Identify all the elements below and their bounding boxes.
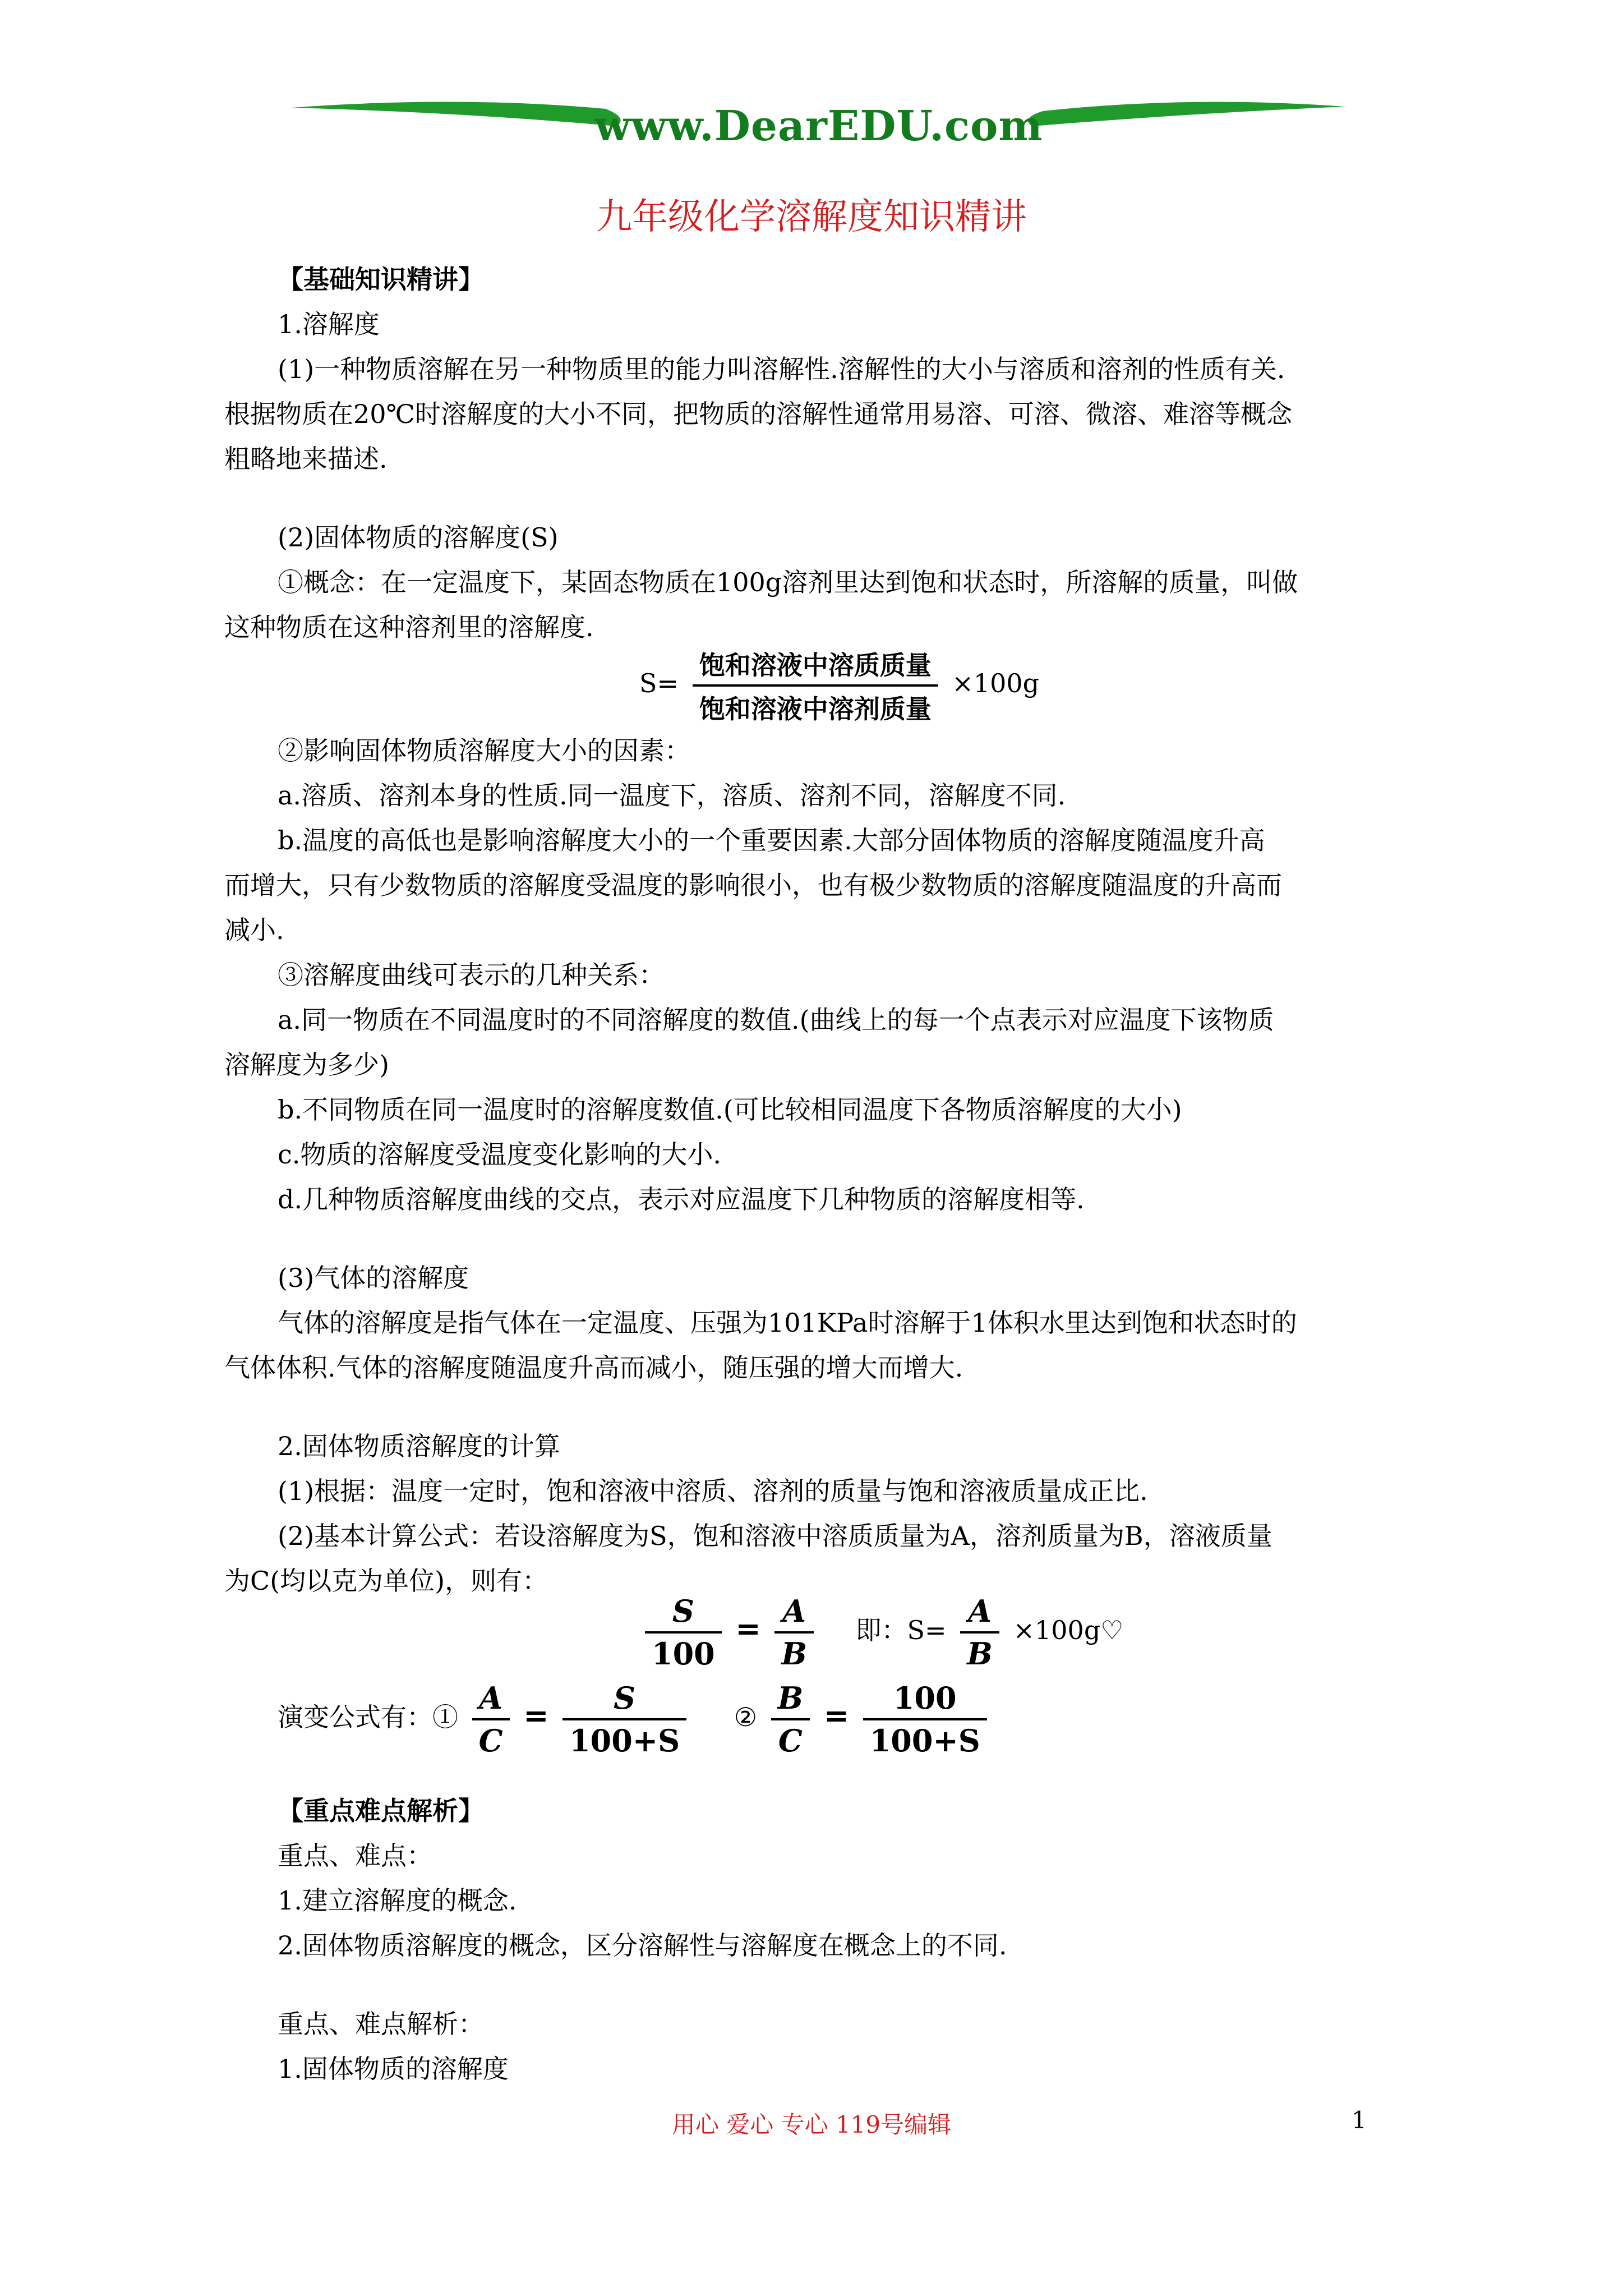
- fraction-denominator: 饱和溶液中溶剂质量: [699, 694, 932, 724]
- formula-fraction: [771, 1680, 810, 1759]
- formula-fraction: [645, 1593, 722, 1672]
- fraction-numerator: A: [960, 1593, 999, 1634]
- text-line: ①概念：在一定温度下，某固态物质在100g溶剂里达到饱和状态时，所溶解的质量，叫做: [278, 567, 1298, 597]
- formula-lhs: S=: [639, 668, 679, 698]
- text-line: 1.建立溶解度的概念.: [278, 1885, 517, 1916]
- text-line: ③溶解度曲线可表示的几种关系：: [278, 960, 665, 990]
- text-line: b.温度的高低也是影响溶解度大小的一个重要因素.大部分固体物质的溶解度随温度升高: [278, 825, 1265, 855]
- fraction-numerator: S: [645, 1593, 722, 1634]
- fraction-denominator: 100: [652, 1636, 715, 1672]
- text-line: 溶解度为多少): [224, 1050, 389, 1080]
- text-line: c.物质的溶解度受温度变化影响的大小.: [278, 1139, 722, 1170]
- text-line: (2)固体物质的溶解度(S): [278, 522, 559, 553]
- fraction-denominator: B: [967, 1636, 993, 1672]
- text-line: 1.溶解度: [278, 309, 380, 339]
- section-heading: 【重点难点解析】: [278, 1796, 484, 1826]
- text-line: a.溶质、溶剂本身的性质.同一温度下，溶质、溶剂不同，溶解度不同.: [278, 780, 1066, 811]
- fraction-numerator: 100: [863, 1680, 987, 1720]
- text-line: 气体的溶解度是指气体在一定温度、压强为101KPa时溶解于1体积水里达到饱和状态时的: [278, 1308, 1297, 1338]
- text-line: b.不同物质在同一温度时的溶解度数值.(可比较相同温度下各物质溶解度的大小): [278, 1094, 1182, 1125]
- text-line: 根据物质在20℃时溶解度的大小不同，把物质的溶解性通常用易溶、可溶、微溶、难溶等概念: [224, 399, 1292, 429]
- formula-fraction: [693, 645, 938, 726]
- formula-rhs: ×100g: [952, 668, 1040, 698]
- fraction-numerator: A: [472, 1680, 510, 1720]
- fraction-numerator: B: [771, 1680, 810, 1720]
- fraction-denominator: 100+S: [869, 1723, 980, 1759]
- fraction-denominator: C: [778, 1723, 803, 1759]
- text-line: (2)基本计算公式：若设溶解度为S，饱和溶液中溶质质量为A，溶剂质量为B，溶液质量: [278, 1521, 1272, 1551]
- text-line: 2.固体物质溶解度的概念，区分溶解性与溶解度在概念上的不同.: [278, 1930, 1007, 1961]
- text-line: (3)气体的溶解度: [278, 1263, 469, 1293]
- section-heading: 【基础知识精讲】: [278, 264, 484, 295]
- header-banner: [292, 95, 1346, 157]
- formula-label: ②: [734, 1702, 757, 1732]
- fraction-numerator: S: [562, 1680, 686, 1720]
- fraction-denominator: C: [478, 1723, 503, 1759]
- formula-fraction: [774, 1593, 814, 1672]
- text-line: 粗略地来描述.: [224, 444, 388, 474]
- text-line: 为C(均以克为单位)，则有：: [224, 1566, 548, 1596]
- text-line: a.同一物质在不同温度时的不同溶解度的数值.(曲线上的每一个点表示对应温度下该物质: [278, 1005, 1274, 1035]
- formula-fraction: [960, 1593, 999, 1672]
- derived-formulas: [278, 1680, 993, 1759]
- equals-sign: =: [823, 1697, 850, 1733]
- formula-label: 演变公式有：①: [278, 1702, 458, 1732]
- text-line: 而增大，只有少数物质的溶解度受温度的影响很小，也有极少数物质的溶解度随温度的升高而: [224, 870, 1282, 900]
- fraction-denominator: 100+S: [569, 1723, 680, 1759]
- text-line: ②影响固体物质溶解度大小的因素：: [278, 735, 690, 766]
- text-line: 1.固体物质的溶解度: [278, 2054, 509, 2084]
- formula-tail: ×100g♡: [1013, 1615, 1124, 1645]
- text-line: (1)一种物质溶解在另一种物质里的能力叫溶解性.溶解性的大小与溶质和溶剂的性质有关.: [278, 354, 1285, 384]
- text-line: d.几种物质溶解度曲线的交点，表示对应温度下几种物质的溶解度相等.: [278, 1184, 1085, 1214]
- text-line: (1)根据：温度一定时，饱和溶液中溶质、溶剂的质量与饱和溶液质量成正比.: [278, 1476, 1148, 1506]
- text-line: 气体体积.气体的溶解度随温度升高而减小，随压强的增大而增大.: [224, 1352, 963, 1383]
- equals-sign: =: [523, 1697, 549, 1733]
- text-line: 这种物质在这种溶剂里的溶解度.: [224, 612, 594, 642]
- solubility-formula: [639, 645, 1039, 726]
- fraction-numerator: 饱和溶液中溶质质量: [693, 645, 938, 687]
- equals-sign: =: [735, 1611, 761, 1646]
- text-line: 减小.: [224, 915, 284, 945]
- site-logo-text[interactable]: www.DearEDU.com: [594, 102, 1043, 150]
- formula-fraction: [562, 1680, 686, 1759]
- text-line: 2.固体物质溶解度的计算: [278, 1431, 560, 1461]
- formula-fraction: [863, 1680, 987, 1759]
- page-number: 1: [1352, 2106, 1367, 2134]
- fraction-denominator: B: [781, 1636, 807, 1672]
- page-title: 九年级化学溶解度知识精讲: [596, 196, 1027, 238]
- formula-fraction: [472, 1680, 510, 1759]
- calculation-formula: [639, 1593, 1124, 1672]
- fraction-numerator: A: [774, 1593, 814, 1634]
- text-line: 重点、难点解析：: [278, 2009, 484, 2039]
- text-line: 重点、难点：: [278, 1841, 432, 1871]
- formula-label: 即：S=: [855, 1615, 947, 1645]
- footer-text: 用心 爱心 专心 119号编辑: [671, 2111, 952, 2138]
